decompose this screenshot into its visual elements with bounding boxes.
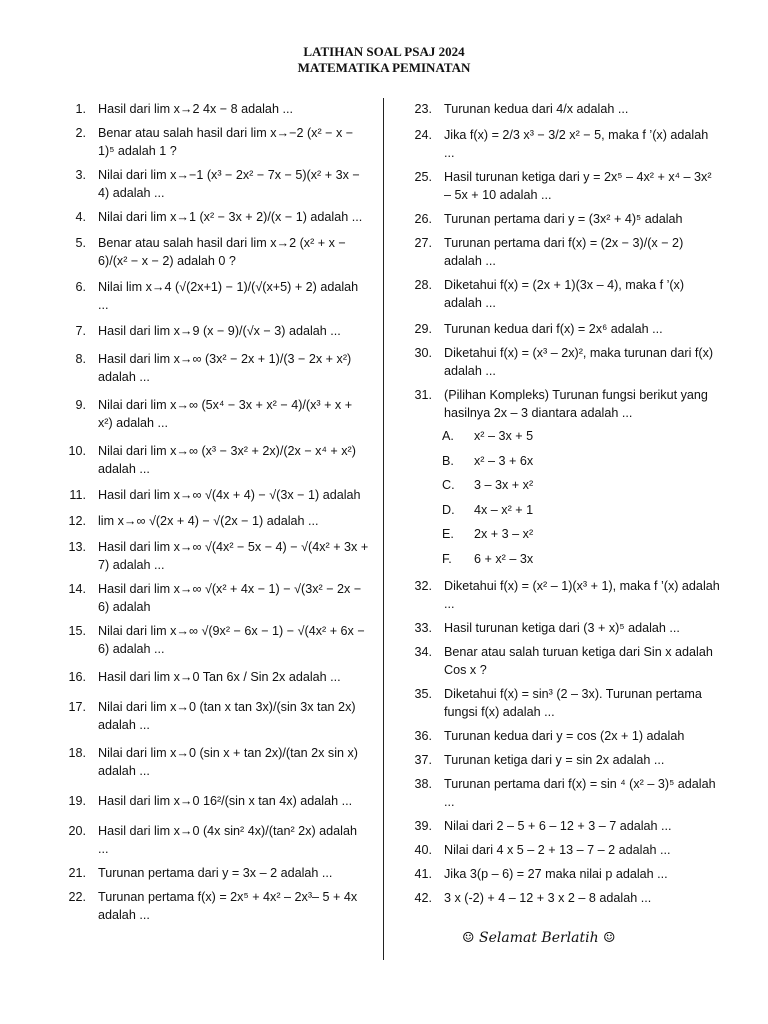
question-number: 37. (414, 753, 432, 767)
question-text: Benar atau salah hasil dari lim x→2 (x² + x − 6)/(x² − x − 2) adalah 0 ? (98, 236, 346, 268)
question-item (58, 278, 370, 314)
question-text: Turunan kedua dari f(x) = 2x⁶ adalah ... (444, 322, 663, 336)
question-number: 14. (68, 582, 86, 596)
question-item (404, 344, 720, 380)
question-number: 35. (414, 687, 432, 701)
option-text: x² – 3 + 6x (474, 453, 534, 468)
question-text: Turunan pertama dari y = (3x² + 4)⁵ adalah (444, 212, 683, 226)
question-number: 23. (414, 102, 432, 116)
option-text: 2x + 3 – x² (474, 527, 534, 541)
question-text: Hasil dari lim x→∞ (3x² − 2x + 1)/(3 − 2x + x²) adalah ... (98, 352, 352, 384)
option-letter: A. (442, 429, 454, 443)
option-letter: B. (442, 453, 454, 468)
option-text: x² – 3x + 5 (474, 429, 534, 443)
question-text: Turunan kedua dari y = cos (2x + 1) adalah (444, 729, 685, 743)
question-number: 24. (414, 128, 432, 142)
question-text: Hasil dari lim x→∞ √(4x² − 5x − 4) − √(4x² + 3x + 7) adalah ... (98, 540, 369, 572)
question-number: 9. (75, 398, 86, 412)
question-text: Jika 3(p – 6) = 27 maka nilai p adalah ... (444, 867, 668, 881)
question-item (404, 577, 720, 613)
question-text: Nilai dari lim x→0 (sin x + tan 2x)/(tan 2x sin x) adalah ... (98, 746, 358, 778)
question-text: Nilai dari lim x→∞ (5x⁴ − 3x + x² − 4)/(x³ + x + x²) adalah ... (98, 398, 353, 430)
question-number: 36. (414, 729, 432, 743)
question-number: 27. (414, 236, 432, 250)
question-text: 3 x (-2) + 4 – 12 + 3 x 2 – 8 adalah ... (444, 891, 652, 905)
question-number: 7. (75, 324, 86, 338)
worksheet-header (0, 44, 768, 76)
question-number: 30. (414, 346, 432, 360)
question-text: Hasil turunan ketiga dari (3 + x)⁵ adalah ... (444, 621, 680, 635)
question-text: Jika f(x) = 2/3 x³ − 3/2 x² − 5, maka f ’(x) adalah ... (444, 128, 709, 160)
question-text: Diketahui f(x) = (x³ – 2x)², maka turunan dari f(x) adalah ... (444, 346, 714, 378)
answer-option (404, 547, 720, 572)
question-number: 28. (414, 278, 432, 292)
answer-option (404, 473, 720, 498)
option-letter: E. (442, 527, 454, 541)
question-item (58, 888, 370, 924)
question-text: Hasil dari lim x→0 16²/(sin x tan 4x) adalah ... (98, 794, 353, 808)
question-item (58, 744, 370, 780)
question-number: 33. (414, 621, 432, 635)
column-divider (383, 98, 384, 960)
question-text: Nilai dari 4 x 5 – 2 + 13 – 7 – 2 adalah ... (444, 843, 671, 857)
question-item (404, 817, 720, 835)
question-text: Diketahui f(x) = (2x + 1)(3x – 4), maka f ’(x) adalah ... (444, 278, 685, 310)
answer-options (404, 424, 720, 571)
question-item (58, 792, 370, 810)
question-number: 19. (68, 794, 86, 808)
question-text: (Pilihan Kompleks) Turunan fungsi berikut yang hasilnya 2x – 3 diantara adalah ... (444, 388, 708, 420)
option-letter: D. (442, 502, 455, 517)
question-item (58, 538, 370, 574)
question-item (58, 512, 370, 530)
question-text: Nilai dari lim x→0 (tan x tan 3x)/(sin 3x tan 2x) adalah ... (98, 700, 356, 732)
answer-option (404, 522, 720, 547)
question-item (58, 100, 370, 118)
question-number: 13. (68, 540, 86, 554)
question-item (404, 751, 720, 769)
question-text: Turunan ketiga dari y = sin 2x adalah ... (444, 753, 665, 767)
question-item (404, 865, 720, 883)
question-number: 6. (75, 280, 86, 294)
question-text: Turunan pertama dari f(x) = sin ⁴ (x² – 3)⁵ adalah ... (444, 777, 716, 809)
question-text: Nilai dari lim x→−1 (x³ − 2x² − 7x − 5)(x² + 3x − 4) adalah ... (98, 168, 360, 200)
question-item (404, 775, 720, 811)
option-text: 4x – x² + 1 (474, 502, 534, 517)
question-number: 1. (75, 102, 86, 116)
question-item (404, 276, 720, 312)
question-text: Hasil dari lim x→2 4x − 8 adalah ... (98, 102, 293, 116)
question-item (58, 668, 370, 686)
question-item (404, 126, 720, 162)
question-text: Turunan pertama f(x) = 2x⁵ + 4x² – 2x³– 5 + 4x adalah ... (98, 890, 358, 922)
answer-option (404, 449, 720, 474)
question-item (58, 486, 370, 504)
question-item (58, 234, 370, 270)
question-number: 31. (414, 388, 432, 402)
answer-option (404, 424, 720, 449)
question-item (58, 396, 370, 432)
answer-option (404, 498, 720, 523)
question-number: 11. (69, 488, 86, 502)
question-text: Turunan pertama dari f(x) = (2x − 3)/(x − 2) adalah ... (444, 236, 684, 268)
question-item (58, 442, 370, 478)
question-number: 41. (414, 867, 432, 881)
question-item (404, 386, 720, 422)
question-number: 25. (414, 170, 432, 184)
question-number: 21. (68, 866, 86, 880)
question-text: Hasil turunan ketiga dari y = 2x⁵ – 4x² + x⁴ – 3x² – 5x + 10 adalah ... (444, 170, 712, 202)
option-letter: F. (442, 551, 452, 566)
question-text: Diketahui f(x) = (x² – 1)(x³ + 1), maka f ’(x) adalah ... (444, 579, 720, 611)
question-item (404, 210, 720, 228)
question-number: 8. (75, 352, 86, 366)
question-number: 5. (75, 236, 86, 250)
question-item (404, 234, 720, 270)
question-number: 38. (414, 777, 432, 791)
option-text: 6 + x² – 3x (474, 551, 534, 566)
question-item (58, 124, 370, 160)
option-letter: C. (442, 478, 455, 492)
question-item (58, 822, 370, 858)
question-item (58, 166, 370, 202)
question-item (404, 685, 720, 721)
question-item (58, 208, 370, 226)
worksheet-title: LATIHAN SOAL PSAJ 2024 (303, 44, 465, 59)
question-number: 4. (75, 210, 86, 224)
question-item (404, 889, 720, 907)
question-item (404, 841, 720, 859)
question-text: Hasil dari lim x→∞ √(x² + 4x − 1) − √(3x² − 2x − 6) adalah (98, 582, 362, 614)
question-item (58, 580, 370, 616)
question-text: Benar atau salah hasil dari lim x→−2 (x² − x − 1)⁵ adalah 1 ? (98, 126, 354, 158)
question-text: Diketahui f(x) = sin³ (2 – 3x). Turunan pertama fungsi f(x) adalah ... (444, 687, 702, 719)
question-number: 2. (75, 126, 86, 140)
question-number: 32. (414, 579, 432, 593)
question-text: Nilai lim x→4 (√(2x+1) − 1)/(√(x+5) + 2) adalah ... (98, 280, 359, 312)
closing-message: ☺ Selamat Berlatih ☺ (462, 930, 616, 946)
question-text: Hasil dari lim x→9 (x − 9)/(√x − 3) adalah ... (98, 324, 341, 338)
question-text: Hasil dari lim x→0 Tan 6x / Sin 2x adalah ... (98, 670, 341, 684)
question-item (404, 100, 720, 118)
question-item (404, 643, 720, 679)
question-text: Nilai dari lim x→∞ √(9x² − 6x − 1) − √(4x² + 6x − 6) adalah ... (98, 624, 365, 656)
question-text: lim x→∞ √(2x + 4) − √(2x − 1) adalah ... (98, 514, 319, 528)
question-text: Hasil dari lim x→0 (4x sin² 4x)/(tan² 2x) adalah ... (98, 824, 357, 856)
question-text: Turunan pertama dari y = 3x – 2 adalah ... (98, 866, 333, 880)
question-number: 12. (68, 514, 86, 528)
question-item (58, 698, 370, 734)
worksheet-subject: MATEMATIKA PEMINATAN (297, 60, 471, 75)
option-text: 3 – 3x + x² (474, 478, 534, 492)
question-text: Benar atau salah turuan ketiga dari Sin x adalah Cos x ? (444, 645, 713, 677)
question-number: 18. (68, 746, 86, 760)
question-item (58, 322, 370, 340)
question-item (404, 320, 720, 338)
question-number: 17. (68, 700, 86, 714)
question-item (58, 350, 370, 386)
question-number: 39. (414, 819, 432, 833)
question-item (404, 619, 720, 637)
question-number: 3. (75, 168, 86, 182)
question-number: 34. (414, 645, 432, 659)
question-number: 42. (414, 891, 432, 905)
left-column (58, 100, 370, 924)
question-text: Nilai dari lim x→1 (x² − 3x + 2)/(x − 1) adalah ... (98, 210, 363, 224)
question-item (404, 727, 720, 745)
question-number: 22. (68, 890, 86, 904)
question-text: Nilai dari lim x→∞ (x³ − 3x² + 2x)/(2x − x⁴ + x²) adalah ... (98, 444, 356, 476)
question-number: 20. (68, 824, 86, 838)
question-text: Turunan kedua dari 4/x adalah ... (444, 102, 629, 116)
question-number: 15. (68, 624, 86, 638)
question-number: 10. (68, 444, 86, 458)
right-column (404, 100, 720, 907)
question-number: 16. (68, 670, 86, 684)
question-number: 29. (414, 322, 432, 336)
question-text: Hasil dari lim x→∞ √(4x + 4) − √(3x − 1) adalah (98, 488, 361, 502)
question-number: 26. (414, 212, 432, 226)
question-item (58, 622, 370, 658)
question-item (58, 864, 370, 882)
question-number: 40. (414, 843, 432, 857)
question-text: Nilai dari 2 – 5 + 6 – 12 + 3 – 7 adalah ... (444, 819, 672, 833)
question-item (404, 168, 720, 204)
